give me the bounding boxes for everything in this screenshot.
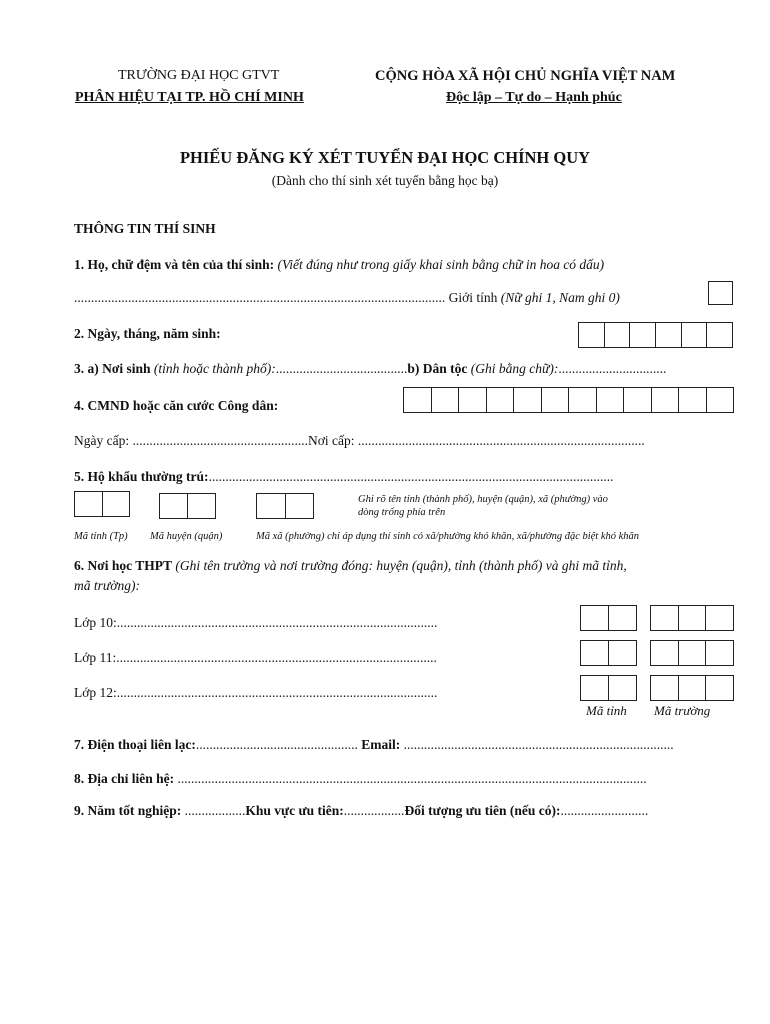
email-field[interactable]: ................................................................................: [403, 737, 674, 752]
q3a-label: 3. a) Nơi sinh: [74, 361, 151, 376]
branch-name: PHÂN HIỆU TẠI TP. HỒ CHÍ MINH: [75, 90, 304, 105]
birthplace-field[interactable]: .......................................: [275, 361, 408, 376]
district-code-boxes[interactable]: [159, 493, 216, 519]
q3a-hint: (tỉnh hoặc thành phố):: [153, 361, 276, 376]
grade11-field[interactable]: ...............................................................................................: [116, 650, 437, 665]
gender-label: Giới tính: [448, 290, 498, 305]
q3b-label: b) Dân tộc: [407, 361, 468, 376]
grade12-field[interactable]: ...............................................................................................: [116, 685, 438, 700]
grade10-field[interactable]: ...............................................................................................: [116, 615, 438, 630]
ward-code-caption: Mã xã (phường) chỉ áp dụng thí sinh có xã/phường khó khăn, xã/phường đặc biệt khó khăn: [256, 531, 640, 542]
q6-hint-2: mã trường):: [74, 578, 140, 593]
ward-code-boxes[interactable]: [256, 493, 314, 519]
section-heading: THÔNG TIN THÍ SINH: [74, 221, 216, 236]
q5-line: [74, 469, 613, 485]
nation-title: CỘNG HÒA XÃ HỘI CHỦ NGHĨA VIỆT NAM: [375, 68, 676, 84]
grade12-label: Lớp 12:: [74, 685, 117, 700]
q1-hint: (Viết đúng như trong giấy khai sinh bằng chữ in hoa có dấu): [277, 257, 605, 272]
priority-target-field[interactable]: ..........................: [560, 803, 649, 818]
gender-box[interactable]: [708, 281, 733, 305]
province-code-boxes[interactable]: [74, 491, 130, 517]
phone-field[interactable]: ................................................: [195, 737, 358, 752]
grade11-line[interactable]: [74, 650, 437, 666]
grade12-school-boxes[interactable]: [650, 675, 734, 701]
grade10-line[interactable]: [74, 615, 437, 631]
form-title: PHIẾU ĐĂNG KÝ XÉT TUYỂN ĐẠI HỌC CHÍNH QUY: [179, 148, 591, 167]
issue-place-field[interactable]: .....................................................................................: [357, 433, 645, 448]
q2-label: 2. Ngày, tháng, năm sinh:: [74, 326, 221, 341]
q1-line: [74, 257, 604, 273]
grade10-province-boxes[interactable]: [580, 605, 637, 631]
q1-label: 1. Họ, chữ đệm và tên của thí sinh:: [74, 257, 275, 272]
priority-target-label: Đối tượng ưu tiên (nếu có):: [404, 803, 561, 818]
q3b-hint: (Ghi bằng chữ):: [470, 361, 559, 376]
q7-label: 7. Điện thoại liên lạc:: [74, 737, 196, 752]
province-code-caption-2: Mã tỉnh: [586, 703, 627, 718]
address-field[interactable]: ...........................................................................................................................................: [177, 771, 647, 786]
q6-hint: (Ghi tên trường và nơi trường đóng: huyện (quận), tỉnh (thành phố) và ghi mã tỉnh,: [175, 558, 627, 573]
q9-line: [74, 803, 648, 819]
id-number-boxes[interactable]: [403, 387, 734, 413]
issue-date-field[interactable]: ....................................................: [132, 433, 308, 448]
issue-place-label: Nơi cấp:: [307, 433, 355, 448]
grade10-label: Lớp 10:: [74, 615, 117, 630]
school-code-caption: Mã trường: [654, 703, 711, 718]
q5-label: 5. Hộ khẩu thường trú:: [74, 469, 209, 484]
gender-hint: (Nữ ghi 1, Nam ghi 0): [500, 290, 620, 305]
email-label: Email:: [361, 737, 401, 752]
residence-note-2: dòng trống phía trên: [358, 507, 446, 518]
ethnicity-field[interactable]: ................................: [558, 361, 667, 376]
q3-line: [74, 361, 666, 377]
q8-label: 8. Địa chỉ liên hệ:: [74, 771, 175, 786]
residence-field[interactable]: ........................................................................................................................: [208, 469, 614, 484]
district-code-caption: Mã huyện (quận): [150, 531, 223, 542]
grade12-province-boxes[interactable]: [580, 675, 637, 701]
grade11-label: Lớp 11:: [74, 650, 117, 665]
name-field[interactable]: ..............................................................................................................: [74, 290, 446, 305]
q7-line: [74, 737, 674, 753]
issue-line: [74, 433, 645, 449]
grade12-line[interactable]: [74, 685, 437, 701]
grade10-school-boxes[interactable]: [650, 605, 734, 631]
issue-date-label: Ngày cấp:: [74, 433, 130, 448]
nation-motto: Độc lập – Tự do – Hạnh phúc: [446, 90, 622, 105]
q6-line: [74, 558, 627, 574]
grade11-school-boxes[interactable]: [650, 640, 734, 666]
q4-label: 4. CMND hoặc căn cước Công dân:: [74, 398, 279, 413]
dob-boxes[interactable]: [578, 322, 733, 348]
form-subtitle: (Dành cho thí sinh xét tuyển bằng học bạ): [271, 173, 499, 188]
priority-zone-label: Khu vực ưu tiên:: [245, 803, 344, 818]
residence-note: Ghi rõ tên tỉnh (thành phố), huyện (quận), xã (phường) vào: [358, 494, 608, 505]
q9-label: 9. Năm tốt nghiệp:: [74, 803, 182, 818]
school-name: TRƯỜNG ĐẠI HỌC GTVT: [118, 68, 280, 83]
q6-label: 6. Nơi học THPT: [74, 558, 172, 573]
grade11-province-boxes[interactable]: [580, 640, 637, 666]
q1-fill-line[interactable]: [74, 290, 620, 306]
priority-zone-field[interactable]: ..................: [343, 803, 405, 818]
province-code-caption: Mã tỉnh (Tp): [74, 531, 128, 542]
q8-line: [74, 771, 647, 787]
graduation-year-field[interactable]: ..................: [184, 803, 246, 818]
